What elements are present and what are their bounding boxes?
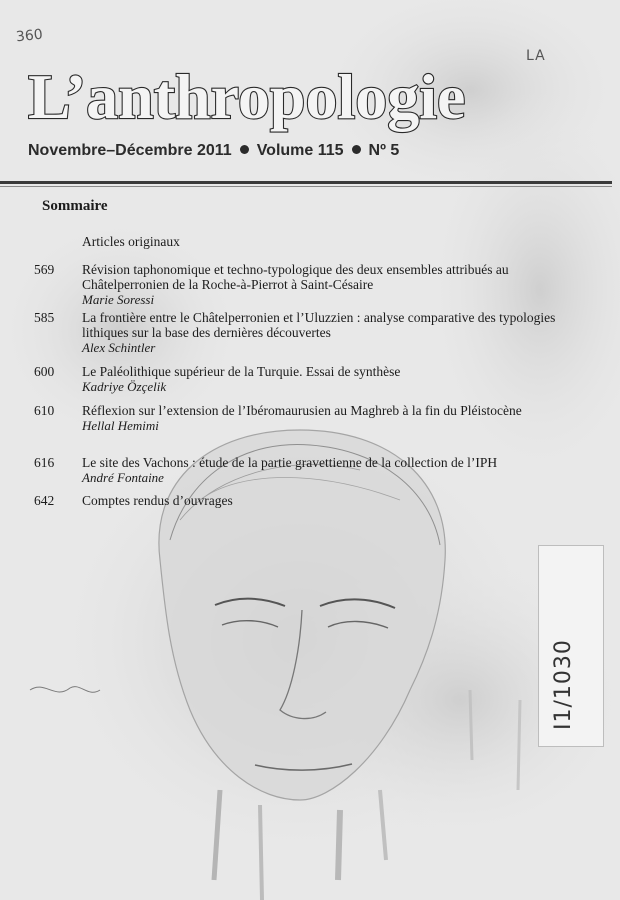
bullet-icon	[352, 145, 361, 154]
toc-author: Kadriye Özçelik	[82, 379, 167, 394]
toc-article-title	[82, 403, 562, 433]
handwritten-note-top-left: 360	[15, 26, 44, 46]
toc-author: Alex Schintler	[82, 340, 156, 355]
svg-text:L’anthropologie: L’anthropologie	[28, 61, 466, 132]
toc-page-number: 600	[34, 364, 55, 379]
toc-title-text: La frontière entre le Châtelperronien et l’Uluzzien : analyse comparative des typologies lithiques sur la base des dernières découvertes	[82, 310, 556, 340]
toc-title-text: Réflexion sur l’extension de l’Ibéromaurusien au Maghreb à la fin du Pléistocène	[82, 403, 522, 418]
issue-line	[28, 142, 548, 160]
section-label: Articles originaux	[82, 234, 180, 249]
toc-page-number: 585	[34, 310, 55, 325]
toc-author: Hellal Hemimi	[82, 418, 159, 433]
toc-author: André Fontaine	[82, 470, 164, 485]
toc-title-text: Révision taphonomique et techno-typologique des deux ensembles attribués au Châtelperronien de la Roche-à-Pierrot à Saint-Césaire	[82, 262, 509, 292]
journal-title-logo	[26, 62, 476, 136]
toc-title-text: Le site des Vachons : étude de la partie gravettienne de la collection de l’IPH	[82, 455, 498, 470]
toc-author: Marie Soressi	[82, 292, 155, 307]
handwritten-note-top-right: LA	[526, 48, 546, 64]
toc-article-title	[82, 364, 562, 394]
header-rule	[0, 181, 612, 184]
bullet-icon	[240, 145, 249, 154]
toc-page-number: 616	[34, 455, 55, 470]
toc-title-text: Le Paléolithique supérieur de la Turquie. Essai de synthèse	[82, 364, 401, 379]
toc-title-text: Comptes rendus d’ouvrages	[82, 493, 233, 508]
issue-number: Nº 5	[368, 142, 400, 159]
toc-page-number: 569	[34, 262, 55, 277]
toc-article-title	[82, 455, 592, 485]
issue-period: Novembre–Décembre 2011	[28, 142, 232, 159]
issue-volume: Volume 115	[256, 142, 344, 159]
header-rule-thin	[0, 186, 612, 187]
toc-article-title	[82, 310, 562, 355]
shelf-mark-handwriting: I1/1030	[551, 639, 576, 730]
toc-article-title	[82, 262, 562, 307]
toc-page-number: 642	[34, 493, 55, 508]
contents-heading: Sommaire	[42, 198, 108, 214]
toc-page-number: 610	[34, 403, 55, 418]
toc-article-title	[82, 493, 562, 508]
